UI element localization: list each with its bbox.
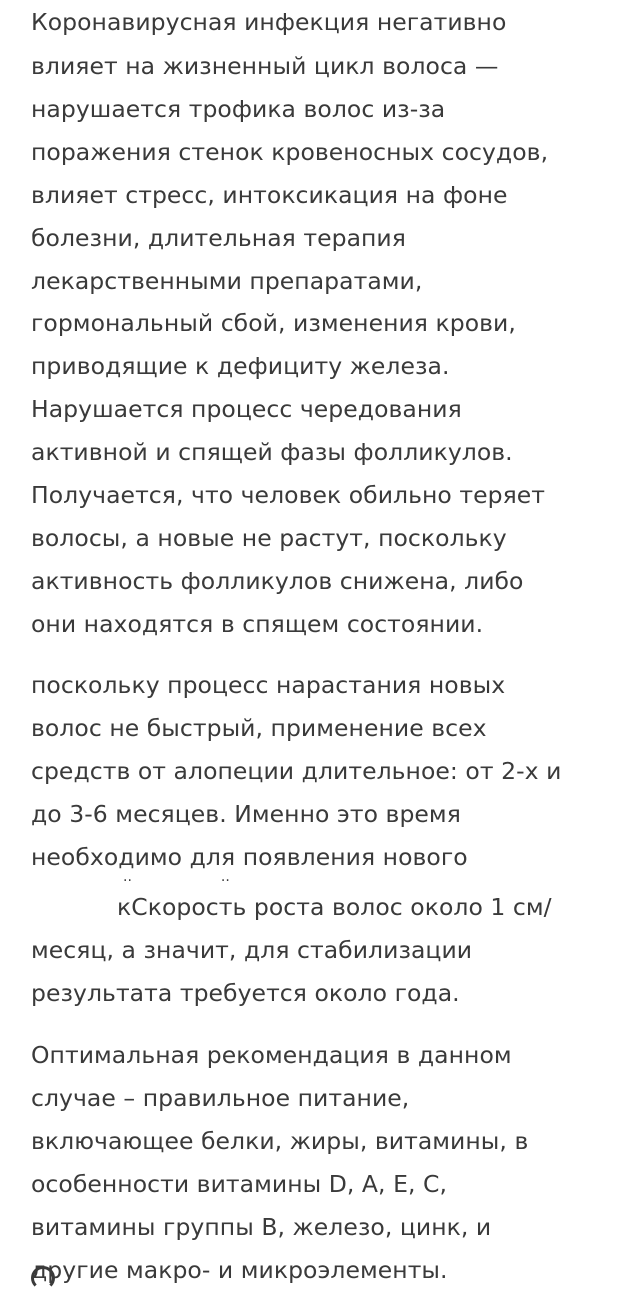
text-line: приводящие к дефициту железа.	[31, 352, 450, 380]
text-line: они находятся в спящем состоянии.	[31, 610, 484, 638]
text-line: витамины группы В, железо, цинк, и	[31, 1213, 492, 1241]
text-line: нарушается трофика волос из-за	[31, 95, 446, 123]
text-line: активность фолликулов снижена, либо	[31, 567, 524, 595]
truncated-next-line-glyph	[31, 1266, 55, 1290]
text-line: влияет на жизненный цикл волоса —	[31, 52, 499, 80]
text-line: кСкорость роста волос около 1 см/	[117, 893, 552, 921]
text-line: волос не быстрый, применение всех	[31, 714, 487, 742]
text-line: поражения стенок кровеносных сосудов,	[31, 138, 549, 166]
text-line: необходимо для появления нового	[31, 843, 468, 871]
text-line: случае – правильное питание,	[31, 1084, 410, 1112]
text-line: болезни, длительная терапия	[31, 224, 406, 252]
text-line: Получается, что человек обильно теряет	[31, 481, 546, 509]
text-line: Нарушается процесс чередования	[31, 395, 462, 423]
text-line: активной и спящей фазы фолликулов.	[31, 438, 513, 466]
text-line: включающее белки, жиры, витамины, в	[31, 1127, 529, 1155]
text-line: гормональный сбой, изменения крови,	[31, 309, 516, 337]
text-line: влияет стресс, интоксикация на фоне	[31, 181, 508, 209]
text-line: волосы, а новые не растут, поскольку	[31, 524, 507, 552]
edit-artifact-dots: ·· ··	[123, 873, 230, 889]
text-line: другие макро- и микроэлементы.	[31, 1256, 448, 1284]
text-line: особенности витамины D, A, E, C,	[31, 1170, 448, 1198]
text-line: Оптимальная рекомендация в данном	[31, 1041, 512, 1069]
text-line: поскольку процесс нарастания новых	[31, 671, 506, 699]
text-line: Коронавирусная инфекция негативно	[31, 8, 507, 36]
text-line: средств от алопеции длительное: от 2-х и	[31, 757, 562, 785]
text-line: лекарственными препаратами,	[31, 267, 423, 295]
text-line: результата требуется около года.	[31, 979, 460, 1007]
text-line: до 3-6 месяцев. Именно это время	[31, 800, 461, 828]
text-line: месяц, а значит, для стабилизации	[31, 936, 473, 964]
